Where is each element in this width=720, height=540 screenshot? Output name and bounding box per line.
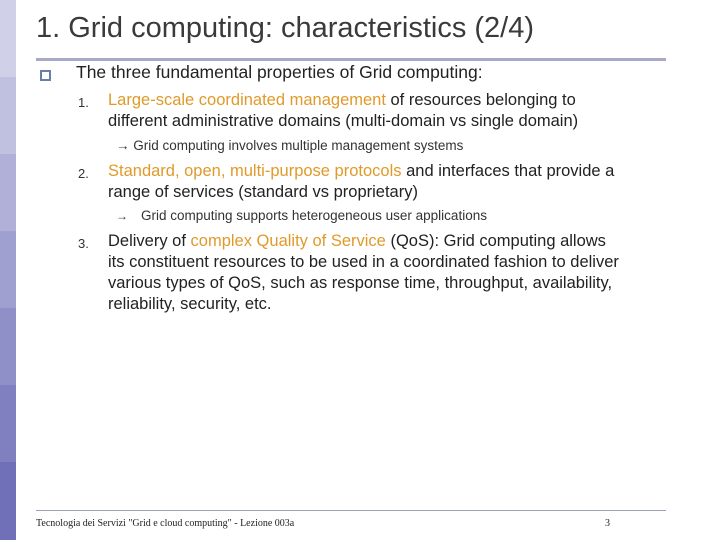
decorative-sidebar	[0, 0, 16, 540]
sidebar-segment	[0, 308, 16, 385]
footer-text: Tecnologia dei Servizi "Grid e cloud computing" - Lezione 003a	[36, 518, 295, 529]
square-bullet-icon	[40, 70, 51, 81]
page-number: 3	[605, 518, 610, 529]
list-item	[108, 231, 619, 315]
item-text: of resources belonging to	[385, 91, 576, 109]
title-underline	[36, 58, 666, 61]
item-text: range of services (standard vs proprietary)	[108, 183, 418, 201]
item-number: 3.	[78, 236, 89, 251]
lead-text: The three fundamental properties of Grid computing:	[76, 62, 483, 82]
item-subpoint: → Grid computing involves multiple management systems	[116, 138, 464, 153]
list-item	[108, 161, 614, 203]
slide-title: 1. Grid computing: characteristics (2/4)	[36, 12, 535, 44]
sidebar-segment	[0, 385, 16, 462]
item-number: 1.	[78, 95, 89, 110]
sidebar-segment	[0, 0, 16, 77]
item-text: different administrative domains (multi-domain vs single domain)	[108, 112, 579, 130]
item-text: reliability, security, etc.	[108, 295, 272, 313]
sidebar-segment	[0, 231, 16, 308]
list-item	[108, 90, 578, 132]
item-text: Delivery of	[108, 232, 191, 250]
item-number: 2.	[78, 166, 89, 181]
item-highlight: Standard, open, multi-purpose protocols	[108, 162, 402, 180]
item-subpoint: Grid computing supports heterogeneous user applications	[141, 208, 487, 223]
sidebar-segment	[0, 462, 16, 540]
sidebar-segment	[0, 154, 16, 231]
item-text: (QoS): Grid computing allows	[385, 232, 606, 250]
item-text: and interfaces that provide a	[401, 162, 615, 180]
item-text: its constituent resources to be used in a coordinated fashion to deliver	[108, 253, 619, 271]
item-highlight: Large-scale coordinated management	[108, 91, 386, 109]
footer-divider	[36, 510, 666, 511]
item-highlight: complex Quality of Service	[190, 232, 386, 250]
arrow-right-icon: →	[116, 209, 128, 223]
item-text: various types of QoS, such as response time, throughput, availability,	[108, 274, 613, 292]
sidebar-segment	[0, 77, 16, 154]
